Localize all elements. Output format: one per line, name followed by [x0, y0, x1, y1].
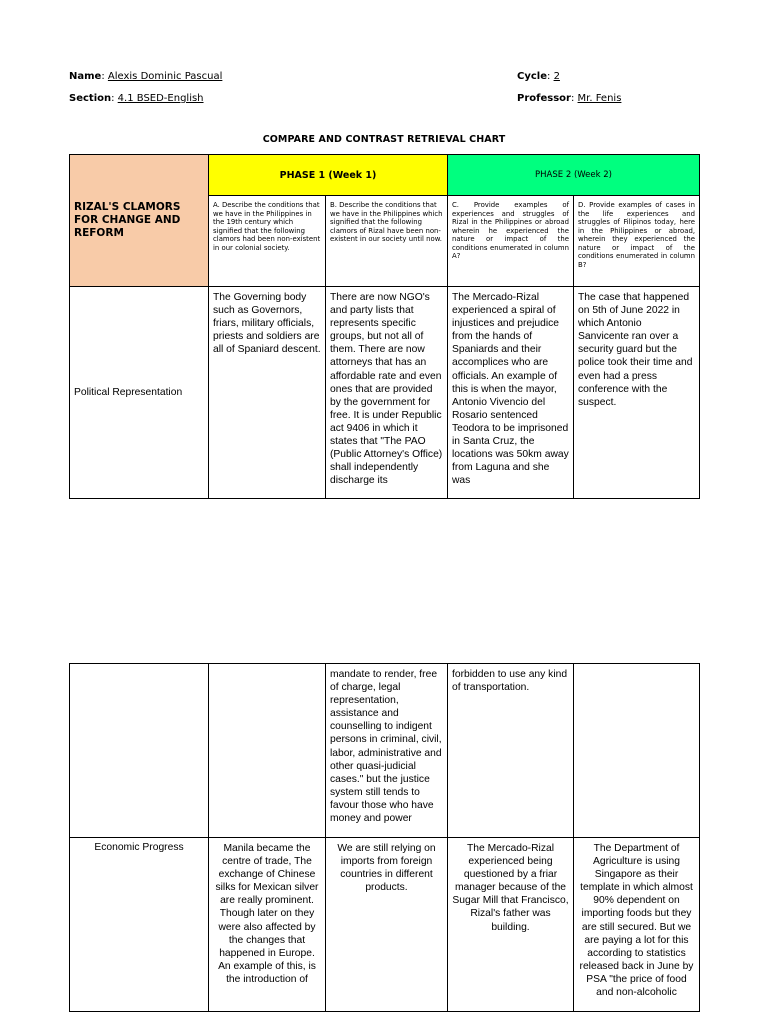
- cell-economic-c: The Mercado-Rizal experienced being questioned by a friar manager because of the Sugar Mill that Francisco, Rizal's father was building.: [448, 838, 574, 1012]
- chart-title: COMPARE AND CONTRAST RETRIEVAL CHART: [262, 134, 506, 145]
- phase2-header: PHASE 2 (Week 2): [448, 155, 700, 196]
- section-line: Section: 4.1 BSED-English: [69, 93, 204, 104]
- table-row-political-continued: [70, 664, 700, 838]
- column-c-description: C. Provide examples of experiences and struggles of Rizal in the Philippines or abroad wherein he experienced the nature or impact of the conditions enumerated in column A?: [448, 196, 574, 287]
- section-label: Section: [69, 93, 112, 104]
- cell-political-a: The Governing body such as Governors, friars, military officials, priests and soldiers are all of Spaniard descent.: [209, 287, 326, 499]
- section-value: 4.1 BSED-English: [117, 93, 204, 104]
- retrieval-chart-table-continued: [69, 663, 700, 1012]
- row-label-economic-progress: Economic Progress: [70, 838, 209, 1012]
- table-row-political-representation: [70, 287, 700, 499]
- name-label: Name: [69, 71, 102, 82]
- cycle-line: Cycle: 2: [517, 71, 560, 82]
- column-a-description: A. Describe the conditions that we have in the Philippines in the 19th century which signified that the following clamors had been non-existent in our colonial society.: [209, 196, 326, 287]
- cell-political-c-continued: forbidden to use any kind of transportation.: [448, 664, 574, 838]
- name-line: Name: Alexis Dominic Pascual: [69, 71, 223, 82]
- cell-political-b-continued: mandate to render, free of charge, legal representation, assistance and counselling to indigent persons in criminal, civil, labor, administrative and other quasi-judicial cases." but the justice system still tends to favour those who have money and power: [326, 664, 448, 838]
- professor-value: Mr. Fenis: [577, 93, 622, 104]
- cycle-label: Cycle: [517, 71, 547, 82]
- retrieval-chart-table: [69, 154, 700, 499]
- column-d-description: D. Provide examples of cases in the life experiences and struggles of Filipinos today, here in the Philippines or abroad, wherein they experienced the nature or impact of the conditions enumerated in column B?: [574, 196, 700, 287]
- professor-label: Professor: [517, 93, 571, 104]
- cell-political-b: There are now NGO's and party lists that represents specific groups, but not all of them. There are now attorneys that has an affordable rate and even ones that are provided by the government for free. It is under Republic act 9406 in which it states that "The PAO (Public Attorney's Office) shall independently discharge its: [326, 287, 448, 499]
- phase1-header: PHASE 1 (Week 1): [209, 155, 448, 196]
- empty-cell-a: [209, 664, 326, 838]
- empty-label-cell: [70, 664, 209, 838]
- row-label-political-representation: Political Representation: [70, 287, 209, 499]
- cell-economic-a: Manila became the centre of trade, The exchange of Chinese silks for Mexican silver are really prominent. Though later on they were also affected by the changes that happened in Europe. An example of this, is the introduction of: [209, 838, 326, 1012]
- professor-line: Professor: Mr. Fenis: [517, 93, 622, 104]
- empty-cell-d: [574, 664, 700, 838]
- cell-economic-b: We are still relying on imports from foreign countries in different products.: [326, 838, 448, 1012]
- cell-political-c: The Mercado-Rizal experienced a spiral of injustices and prejudice from the hands of Spaniards and their accomplices who are officials. An example of this is when the mayor, Antonio Vivencio del Rosario sentenced Teodora to be imprisoned in Santa Cruz, the locations was 50km away from Laguna and she was: [448, 287, 574, 499]
- cell-economic-d: The Department of Agriculture is using Singapore as their template in which almost 90% dependent on importing foods but they are still secured. But we are paying a lot for this according to statistics released back in June by PSA "the price of food and non-alcoholic: [574, 838, 700, 1012]
- cycle-value: 2: [553, 71, 560, 82]
- name-value: Alexis Dominic Pascual: [107, 71, 223, 82]
- phase-header-row: [70, 155, 700, 196]
- corner-label: RIZAL'S CLAMORS FOR CHANGE AND REFORM: [70, 155, 209, 287]
- column-b-description: B. Describe the conditions that we have in the Philippines which signified that the following clamors of Rizal have been non-existent in our society until now.: [326, 196, 448, 287]
- table-row-economic-progress: [70, 838, 700, 1012]
- cell-political-d: The case that happened on 5th of June 2022 in which Antonio Sanvicente ran over a security guard but the police took their time and even had a press conference with the suspect.: [574, 287, 700, 499]
